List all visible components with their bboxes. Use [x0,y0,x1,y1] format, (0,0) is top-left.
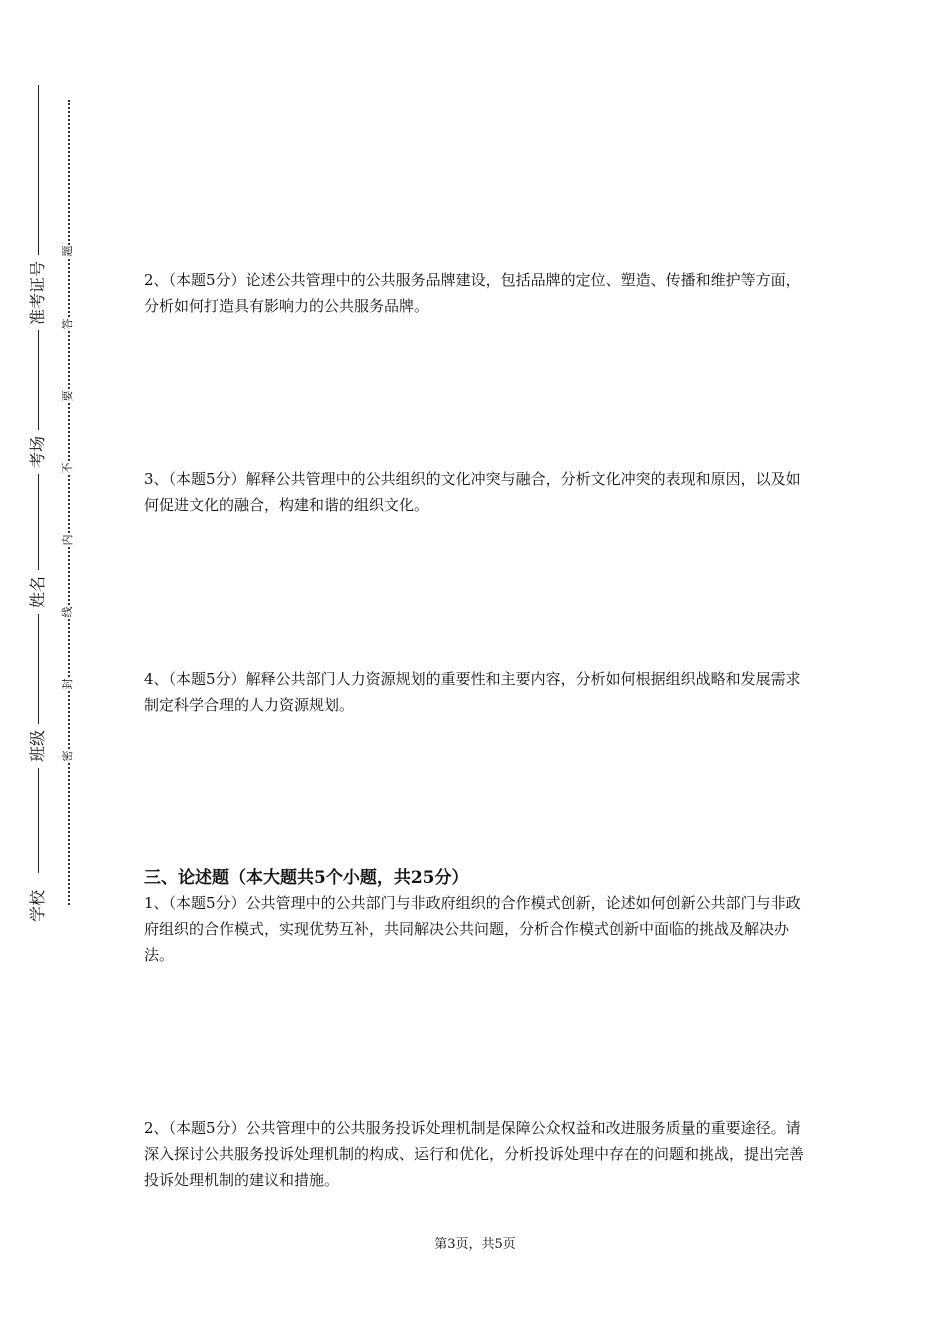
essay-question-1: 1、（本题5分）公共管理中的公共部门与非政府组织的合作模式创新，论述如何创新公共部门与非政府组织的合作模式，实现优势互补，共同解决公共问题，分析合作模式创新中面临的挑战及解决办法。 [144,894,801,964]
seal-char: 要 [61,390,74,402]
seal-char: 题 [61,245,74,257]
exam-number-underline [38,85,39,255]
exam-room-label: 考场 [28,435,48,469]
seal-char: 内 [61,534,74,546]
name-underline [38,614,39,724]
exam-number-label: 准考证号 [28,260,48,326]
exam-number-underline-2 [38,330,39,430]
seal-dotted-line [68,100,70,905]
question-2: 2、（本题5分）论述公共管理中的公共服务品牌建设，包括品牌的定位、塑造、传播和维护等方面，分析如何打造具有影响力的公共服务品牌。 [144,271,801,315]
class-label: 班级 [28,729,48,763]
exam-room-underline [38,474,39,570]
seal-char: 不 [61,462,74,474]
section-title-essay: 三、论述题（本大题共5个小题，共25分） [144,868,469,888]
name-label: 姓名 [28,575,48,609]
binding-info-strip [0,0,74,1344]
seal-char: 线 [61,606,74,618]
page-footer: 第3页，共5页 [434,1237,516,1252]
question-4: 4、（本题5分）解释公共部门人力资源规划的重要性和主要内容，分析如何根据组织战略和发展需求制定科学合理的人力资源规划。 [144,670,801,714]
question-3: 3、（本题5分）解释公共管理中的公共组织的文化冲突与融合，分析文化冲突的表现和原因，以及如何促进文化的融合，构建和谐的组织文化。 [144,470,801,514]
class-underline [38,768,39,873]
seal-char: 封 [61,678,74,690]
school-label: 学校 [28,889,48,923]
seal-char: 密 [61,750,74,762]
essay-question-2: 2、（本题5分）公共管理中的公共服务投诉处理机制是保障公众权益和改进服务质量的重要途径。请深入探讨公共服务投诉处理机制的构成、运行和优化，分析投诉处理中存在的问题和挑战，提出完善投诉处理机制的建议和措施。 [144,1119,805,1189]
seal-char: 答 [61,318,74,330]
